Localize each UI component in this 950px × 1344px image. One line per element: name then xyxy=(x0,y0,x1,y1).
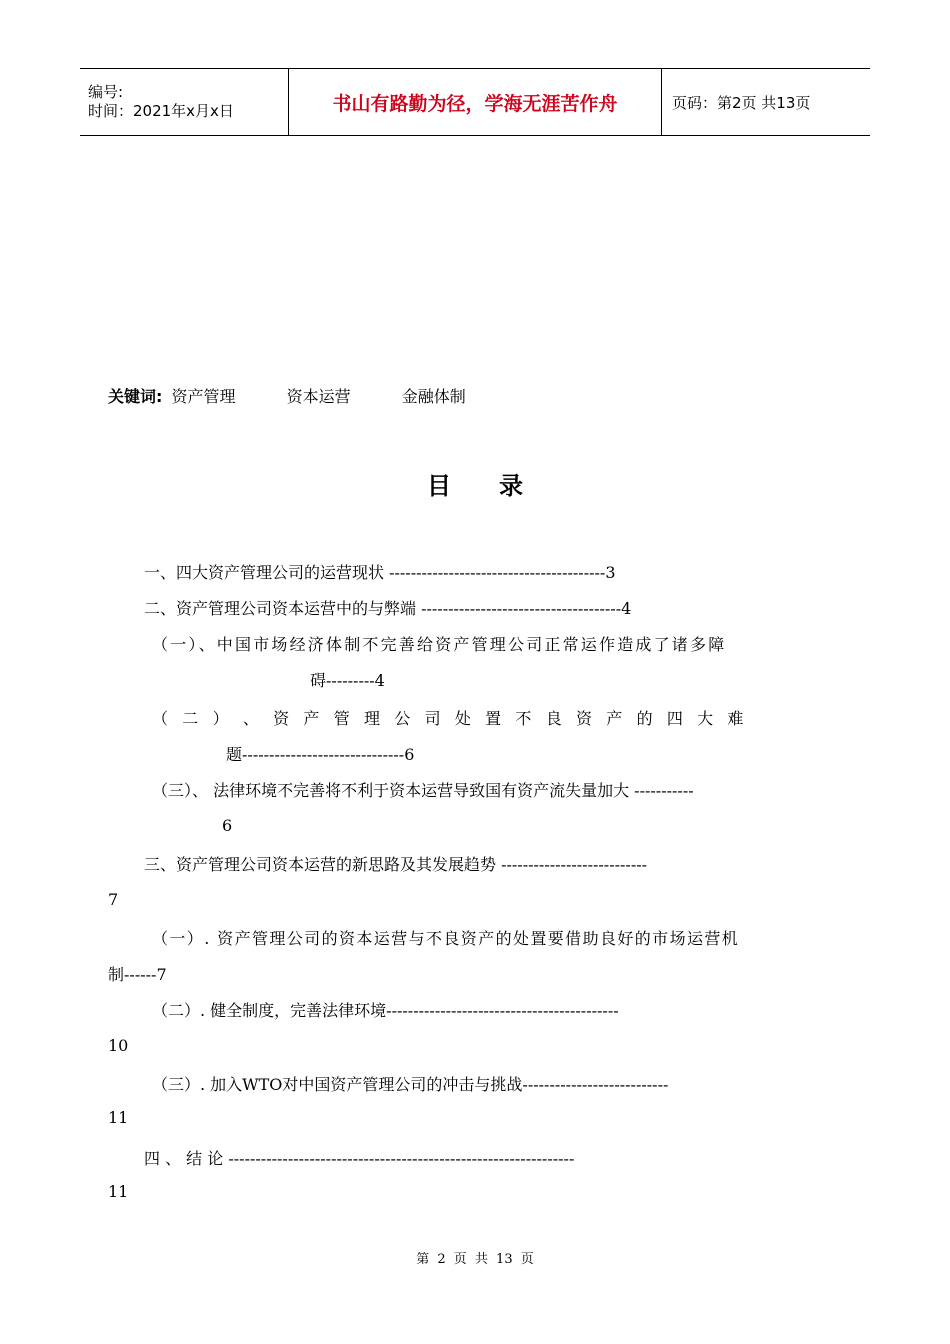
toc-title: 目录 xyxy=(427,472,571,500)
keyword-item: 金融体制 xyxy=(401,387,466,406)
header-motto: 书山有路勤为径，学海无涯苦作舟 xyxy=(289,69,662,136)
toc-entry: （ 二 ） 、 资 产 管 理 公 司 处 置 不 良 资 产 的 四 大 难 xyxy=(152,709,749,728)
toc-entry-cont: 11 xyxy=(108,1108,129,1127)
time-label: 时间：2021年x月x日 xyxy=(88,102,234,120)
keyword-item: 资本运营 xyxy=(286,387,351,406)
keywords-label: 关键词: xyxy=(108,387,163,406)
toc-entry-cont: 碍---------4 xyxy=(310,671,385,690)
toc-entry: （一）、中国市场经济体制不完善给资产管理公司正常运作造成了诸多障 xyxy=(152,635,727,654)
toc-entry: （三）、 法律环境不完善将不利于资本运营导致国有资产流失量加大 ----------- xyxy=(152,781,694,800)
page-footer: 第 2 页 共 13 页 xyxy=(416,1252,534,1267)
toc-entry: 一、四大资产管理公司的运营现状 ----------------------------------------3 xyxy=(144,563,616,582)
keywords-line xyxy=(108,384,512,407)
header-page-info: 页码：第2页 共13页 xyxy=(672,93,811,112)
header-meta xyxy=(80,69,289,136)
toc-entry: 三、资产管理公司资本运营的新思路及其发展趋势 --------------------------- xyxy=(144,855,648,874)
keyword-item: 资产管理 xyxy=(171,387,236,406)
toc-entry: （二）. 健全制度，完善法律环境------------------------------------------- xyxy=(152,1001,619,1020)
toc-entry: （一）. 资产管理公司的资本运营与不良资产的处置要借助良好的市场运营机 xyxy=(152,929,740,948)
document-header xyxy=(80,68,870,136)
toc-entry-cont: 6 xyxy=(222,816,233,835)
toc-entry: （三）. 加入WTO对中国资产管理公司的冲击与挑战--------------------------- xyxy=(152,1075,669,1094)
toc-entry: 二、资产管理公司资本运营中的与弊端 -------------------------------------4 xyxy=(144,599,632,618)
toc-entry-cont: 7 xyxy=(108,890,119,909)
toc-entry-cont: 11 xyxy=(108,1182,129,1201)
toc-entry-cont: 制------7 xyxy=(108,965,167,984)
toc-entry-cont: 10 xyxy=(108,1036,129,1055)
toc-entry: 四 、 结 论 ---------------------------------------------------------------- xyxy=(144,1149,575,1168)
toc-entry-cont: 题------------------------------6 xyxy=(226,745,415,764)
number-label: 编号: xyxy=(88,83,124,101)
